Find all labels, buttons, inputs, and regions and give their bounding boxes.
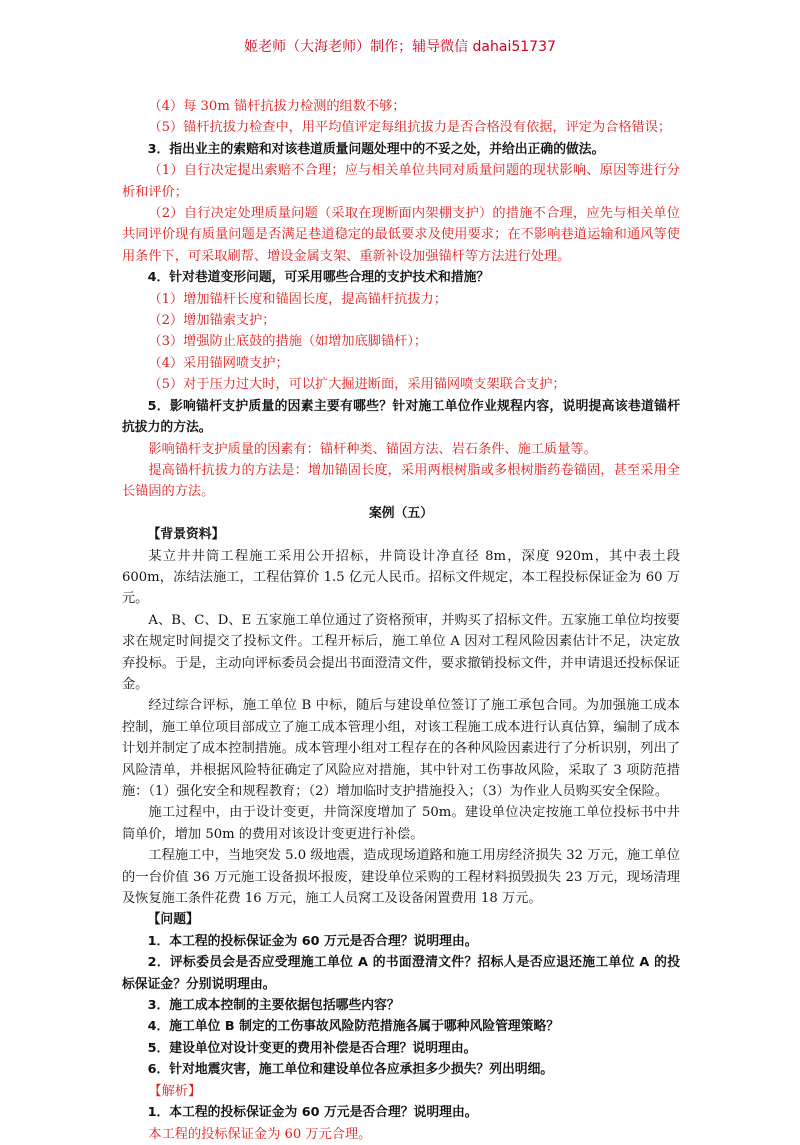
text-line: 4．针对巷道变形问题，可采用哪些合理的支护技术和措施？ bbox=[147, 270, 490, 286]
page-header: 姬老师（大海老师）制作；辅导微信 dahai51737 bbox=[244, 39, 556, 55]
text-line: （5）锚杆抗拔力检查中，用平均值评定每组抗拔力是否合格没有依据，评定为合格错误； bbox=[148, 120, 672, 136]
text-line: 3．指出业主的索赔和对该巷道质量问题处理中的不妥之处，并给出正确的做法。 bbox=[147, 141, 605, 157]
text-line: （4）每 30m 锚杆抗拔力检测的组数不够； bbox=[148, 99, 406, 114]
text-line: 某立井井筒工程施工采用公开招标，井筒设计净直径 8m，深度 920m，其中表土段 600m，冻结法施工，工程估算价 1.5 亿元人民币。招标文件规定，本工程投标保证金为 60 万元。 bbox=[122, 548, 680, 607]
text-line: 影响锚杆支护质量的因素有：锚杆种类、锚固方法、岩石条件、施工质量等。 bbox=[148, 441, 597, 457]
text-line: 工程施工中，当地突发 5.0 级地震，造成现场道路和施工用房经济损失 32 万元，施工单位的一台价值 36 万元施工设备损坏报废，建设单位采购的工程材料损毁损失 23 万元，现场清理及恢复施工条件花费 16 万元，施工人员窝工及设备闲置费用 18 万元。 bbox=[122, 848, 680, 907]
text-line: （1）增加锚杆长度和锚固长度，提高锚杆抗拔力； bbox=[148, 291, 447, 307]
text-line: （2）增加锚索支护； bbox=[148, 313, 276, 329]
text-line: 4．施工单位 B 制定的工伤事故风险防范措施各属于哪种风险管理策略？ bbox=[147, 1019, 560, 1035]
text-line: 2．评标委员会是否应受理施工单位 A 的书面澄清文件？招标人是否应退还施工单位 A 的投标保证金？分别说明理由。 bbox=[122, 955, 680, 992]
text-line: （2）自行决定处理质量问题（采取在现断面内架棚支护）的措施不合理，应先与相关单位共同评价现有质量问题是否满足巷道稳定的最低要求及使用要求；在不影响巷道运输和通风等使用条件下，可采取刷帮、增设金属支架、重新补设加强锚杆等方法进行处理。 bbox=[122, 206, 680, 264]
text-line: A、B、C、D、E 五家施工单位通过了资格预审，并购买了招标文件。五家施工单位均按要求在规定时间提交了投标文件。工程开标后，施工单位 A 因对工程风险因素估计不足，决定放弃投标。于是，主动向评标委员会提出书面澄清文件，要求撤销投标文件，并申请退还投标保证金。 bbox=[122, 612, 680, 692]
text-line: 本工程的投标保证金为 60 万元合理。 bbox=[148, 1126, 372, 1142]
text-line: 5．建设单位对设计变更的费用补偿是否合理？说明理由。 bbox=[147, 1040, 477, 1056]
text-line: （5）对于压力过大时，可以扩大掘进断面，采用锚网喷支架联合支护； bbox=[148, 377, 566, 393]
text-line: 提高锚杆抗拔力的方法是：增加锚固长度，采用两根树脂或多根树脂药卷锚固，甚至采用全长锚固的方法。 bbox=[122, 462, 680, 500]
text-line: 施工过程中，由于设计变更，井筒深度增加了 50m。建设单位决定按施工单位投标书中井筒单价，增加 50m 的费用对该设计变更进行补偿。 bbox=[122, 805, 680, 842]
text-line: 1．本工程的投标保证金为 60 万元是否合理？说明理由。 bbox=[147, 933, 478, 949]
text-line: （4）采用锚网喷支护； bbox=[148, 355, 289, 371]
text-line: 6．针对地震灾害，施工单位和建设单位各应承担多少损失？列出明细。 bbox=[147, 1062, 554, 1078]
section-title: 案例（五） bbox=[369, 505, 433, 521]
text-line: 【背景资料】 bbox=[147, 527, 225, 543]
text-line: 【解析】 bbox=[148, 1083, 202, 1099]
document-body bbox=[122, 96, 680, 1145]
text-line: 经过综合评标，施工单位 B 中标，随后与建设单位签订了施工承包合同。为加强施工成本控制，施工单位项目部成立了施工成本管理小组，对该工程施工成本进行认真估算，编制了成本计划并制定了成本控制措施。成本管理小组对工程存在的各种风险因素进行了分析识别，列出了风险清单，并根据风险特征确定了风险应对措施，其中针对工伤事故风险，采取了 3 项防范措施：（1）强化安全和规程教育；（2）增加临时支护措施投入；（3）为作业人员购买安全保险。 bbox=[122, 698, 680, 799]
text-line: 3．施工成本控制的主要依据包括哪些内容？ bbox=[147, 998, 400, 1014]
text-line: （1）自行决定提出索赔不合理；应与相关单位共同对质量问题的现状影响、原因等进行分析和评价； bbox=[122, 163, 680, 200]
text-line: 1．本工程的投标保证金为 60 万元是否合理？说明理由。 bbox=[147, 1105, 478, 1121]
text-line: 5．影响锚杆支护质量的因素主要有哪些？针对施工单位作业规程内容，说明提高该巷道锚杆抗拔力的方法。 bbox=[122, 398, 680, 436]
text-line: 【问题】 bbox=[147, 912, 199, 928]
text-line: （3）增强防止底鼓的措施（如增加底脚锚杆）； bbox=[148, 334, 428, 350]
